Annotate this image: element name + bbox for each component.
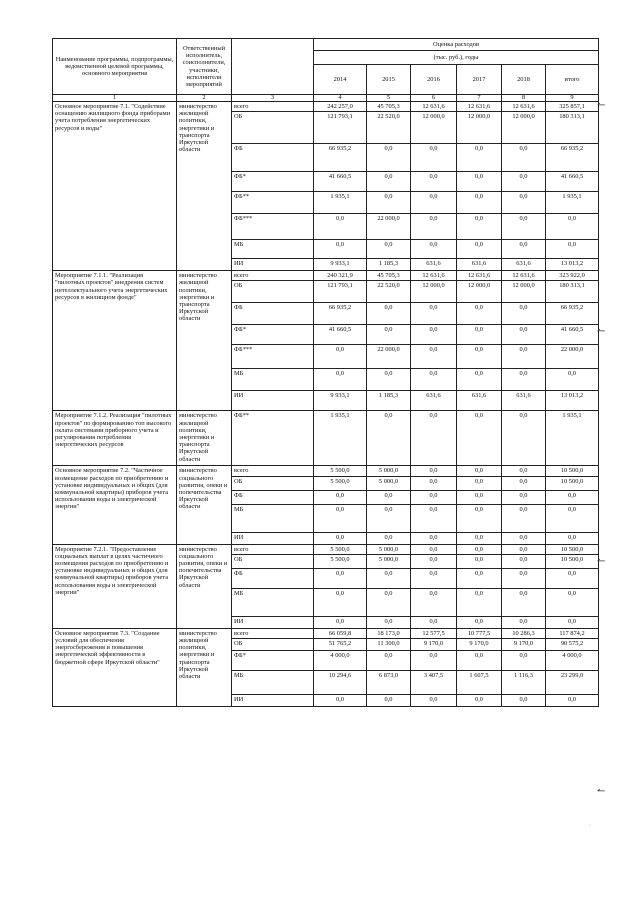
year-value: 0,0 xyxy=(502,554,546,568)
header-year: 2016 xyxy=(411,65,457,95)
funding-source: ИИ xyxy=(232,391,314,411)
year-value: 5 500,0 xyxy=(314,476,367,490)
year-value: 12 000,0 xyxy=(411,281,457,303)
year-value: 18 173,0 xyxy=(367,628,411,638)
funding-source: ФБ* xyxy=(232,172,314,192)
funding-source: ФБ* xyxy=(232,651,314,671)
year-value: 121 793,1 xyxy=(314,112,367,144)
year-value: 0,0 xyxy=(457,240,502,259)
year-value: 0,0 xyxy=(314,588,367,616)
header-source xyxy=(232,39,314,95)
total-value: 0,0 xyxy=(546,504,599,532)
year-value: 0,0 xyxy=(502,695,546,707)
margin-dot: · xyxy=(589,823,591,829)
year-value: 5 000,0 xyxy=(367,544,411,554)
total-value: 323 922,0 xyxy=(546,271,599,281)
year-value: 1 607,5 xyxy=(457,671,502,695)
year-value: 0,0 xyxy=(502,651,546,671)
year-value: 1 185,3 xyxy=(367,391,411,411)
year-value: 12 631,6 xyxy=(411,271,457,281)
year-value: 0,0 xyxy=(367,369,411,391)
year-value: 631,6 xyxy=(411,259,457,271)
year-value: 0,0 xyxy=(367,172,411,192)
year-value: 66 935,2 xyxy=(314,144,367,172)
year-value: 10 777,5 xyxy=(457,628,502,638)
funding-source: ФБ*** xyxy=(232,214,314,240)
measure-name: Основное мероприятие 7.2. "Частичное возмещение расходов по приобретению и установке индивидуальных и общих (для коммунальной квартиры) приборов учета использования воды и электрической энергии" xyxy=(53,466,177,544)
year-value: 0,0 xyxy=(367,588,411,616)
year-value: 0,0 xyxy=(502,369,546,391)
funding-source: ОБ xyxy=(232,554,314,568)
year-value: 0,0 xyxy=(502,172,546,192)
total-value: 13 013,2 xyxy=(546,259,599,271)
year-value: 41 660,5 xyxy=(314,325,367,345)
year-value: 0,0 xyxy=(367,144,411,172)
year-value: 12 000,0 xyxy=(411,112,457,144)
table-row xyxy=(53,271,599,281)
total-value: 13 013,2 xyxy=(546,391,599,411)
funding-source: ФБ xyxy=(232,303,314,325)
year-value: 5 500,0 xyxy=(314,466,367,476)
margin-mark: ↼ xyxy=(597,556,606,567)
year-value: 0,0 xyxy=(457,303,502,325)
total-value: 0,0 xyxy=(546,214,599,240)
column-index: 6 xyxy=(411,95,457,102)
year-value: 0,0 xyxy=(457,466,502,476)
funding-source: ФБ** xyxy=(232,192,314,214)
year-value: 0,0 xyxy=(411,172,457,192)
measure-name: Основное мероприятие 7.1. "Содействие оснащению жилищного фонда приборами учета потребления энергетических ресурсов и воды" xyxy=(53,102,177,271)
total-value: 0,0 xyxy=(546,588,599,616)
year-value: 0,0 xyxy=(411,144,457,172)
year-value: 0,0 xyxy=(457,568,502,588)
funding-source: ФБ* xyxy=(232,325,314,345)
year-value: 0,0 xyxy=(457,544,502,554)
total-value: 0,0 xyxy=(546,616,599,628)
header-units: (тыс. руб.), годы xyxy=(314,51,599,65)
total-value: 22 000,0 xyxy=(546,345,599,369)
executor: министерство жилищной политики, энергетики и транспорта Иркутской области xyxy=(177,102,232,271)
year-value: 0,0 xyxy=(502,214,546,240)
measure-name: Мероприятие 7.2.1. "Предоставление социальных выплат в целях частичного возмещения расходов по приобретению и установке индивидуальных и общих (для коммунальной квартиры) приборов учета использования воды и электрической энергии" xyxy=(53,544,177,628)
total-value: 0,0 xyxy=(546,369,599,391)
year-value: 12 000,0 xyxy=(502,281,546,303)
year-value: 0,0 xyxy=(314,369,367,391)
total-value: 180 313,1 xyxy=(546,112,599,144)
year-value: 0,0 xyxy=(367,695,411,707)
year-value: 0,0 xyxy=(367,532,411,544)
year-value: 0,0 xyxy=(411,192,457,214)
year-value: 0,0 xyxy=(502,588,546,616)
total-value: 0,0 xyxy=(546,568,599,588)
year-value: 0,0 xyxy=(502,504,546,532)
total-value: 0,0 xyxy=(546,490,599,504)
funding-source: всего xyxy=(232,102,314,112)
year-value: 0,0 xyxy=(502,466,546,476)
year-value: 41 660,5 xyxy=(314,172,367,192)
year-value: 45 705,3 xyxy=(367,102,411,112)
funding-source: МБ xyxy=(232,369,314,391)
year-value: 12 631,6 xyxy=(457,102,502,112)
funding-source: ФБ xyxy=(232,568,314,588)
year-value: 0,0 xyxy=(502,568,546,588)
funding-source: всего xyxy=(232,628,314,638)
year-value: 0,0 xyxy=(457,144,502,172)
executor: министерство жилищной политики, энергетики и транспорта Иркутской области xyxy=(177,271,232,411)
funding-source: всего xyxy=(232,466,314,476)
year-value: 0,0 xyxy=(411,568,457,588)
column-index: 2 xyxy=(177,95,232,102)
year-value: 5 000,0 xyxy=(367,554,411,568)
year-value: 12 631,6 xyxy=(457,271,502,281)
year-value: 0,0 xyxy=(502,476,546,490)
year-value: 12 631,6 xyxy=(502,271,546,281)
year-value: 631,6 xyxy=(457,259,502,271)
funding-source: ОБ xyxy=(232,112,314,144)
year-value: 0,0 xyxy=(411,466,457,476)
header-year: 2015 xyxy=(367,65,411,95)
year-value: 0,0 xyxy=(457,504,502,532)
total-value: 90 575,2 xyxy=(546,639,599,651)
year-value: 0,0 xyxy=(411,532,457,544)
header-estimate: Оценка расходов xyxy=(314,39,599,51)
year-value: 0,0 xyxy=(411,345,457,369)
column-index: 8 xyxy=(502,95,546,102)
year-value: 0,0 xyxy=(411,588,457,616)
year-value: 240 321,9 xyxy=(314,271,367,281)
total-value: 66 935,2 xyxy=(546,144,599,172)
year-value: 3 407,5 xyxy=(411,671,457,695)
total-value: 4 000,0 xyxy=(546,651,599,671)
column-index: 3 xyxy=(232,95,314,102)
total-value: 1 935,1 xyxy=(546,411,599,466)
executor: министерство социального развития, опеки и попечительства Иркутской области xyxy=(177,544,232,628)
year-value: 0,0 xyxy=(367,192,411,214)
margin-mark: ↼ xyxy=(597,786,606,797)
year-value: 0,0 xyxy=(411,303,457,325)
year-value: 0,0 xyxy=(411,476,457,490)
table-row xyxy=(53,466,599,476)
year-value: 0,0 xyxy=(457,616,502,628)
year-value: 0,0 xyxy=(367,411,411,466)
year-value: 0,0 xyxy=(314,490,367,504)
funding-source: ИИ xyxy=(232,616,314,628)
year-value: 0,0 xyxy=(457,172,502,192)
funding-source: ИИ xyxy=(232,259,314,271)
year-value: 0,0 xyxy=(502,532,546,544)
year-value: 0,0 xyxy=(411,504,457,532)
year-value: 0,0 xyxy=(411,544,457,554)
funding-source: МБ xyxy=(232,504,314,532)
year-value: 0,0 xyxy=(457,325,502,345)
total-value: 10 500,0 xyxy=(546,476,599,490)
year-value: 0,0 xyxy=(502,411,546,466)
year-value: 66 059,8 xyxy=(314,628,367,638)
total-value: 1 935,1 xyxy=(546,192,599,214)
year-value: 9 170,0 xyxy=(411,639,457,651)
funding-source: всего xyxy=(232,271,314,281)
table-row xyxy=(53,102,599,112)
funding-source: ОБ xyxy=(232,639,314,651)
year-value: 0,0 xyxy=(457,369,502,391)
funding-source: ИИ xyxy=(232,695,314,707)
year-value: 51 765,2 xyxy=(314,639,367,651)
year-value: 12 000,0 xyxy=(502,112,546,144)
year-value: 12 631,6 xyxy=(411,102,457,112)
total-value: 117 874,2 xyxy=(546,628,599,638)
year-value: 0,0 xyxy=(314,345,367,369)
year-value: 0,0 xyxy=(411,554,457,568)
year-value: 0,0 xyxy=(314,504,367,532)
year-value: 0,0 xyxy=(367,651,411,671)
year-value: 0,0 xyxy=(457,490,502,504)
total-value: 41 660,5 xyxy=(546,325,599,345)
total-value: 0,0 xyxy=(546,695,599,707)
year-value: 0,0 xyxy=(502,144,546,172)
year-value: 9 170,0 xyxy=(502,639,546,651)
year-value: 0,0 xyxy=(457,476,502,490)
year-value: 6 873,0 xyxy=(367,671,411,695)
year-value: 0,0 xyxy=(502,192,546,214)
header-total: итого xyxy=(546,65,599,95)
year-value: 5 500,0 xyxy=(314,544,367,554)
year-value: 0,0 xyxy=(367,303,411,325)
year-value: 9 170,0 xyxy=(457,639,502,651)
year-value: 0,0 xyxy=(367,616,411,628)
table-body xyxy=(53,102,599,707)
year-value: 0,0 xyxy=(411,651,457,671)
year-value: 0,0 xyxy=(367,568,411,588)
total-value: 10 500,0 xyxy=(546,466,599,476)
year-value: 22 000,0 xyxy=(367,214,411,240)
table-row xyxy=(53,411,599,466)
margin-mark: ↼ xyxy=(597,326,606,337)
expenditure-table xyxy=(52,38,599,707)
year-value: 10 286,3 xyxy=(502,628,546,638)
year-value: 0,0 xyxy=(502,325,546,345)
total-value: 66 935,2 xyxy=(546,303,599,325)
year-value: 11 300,0 xyxy=(367,639,411,651)
funding-source: МБ xyxy=(232,240,314,259)
measure-name: Основное мероприятие 7.3. "Создание условий для обеспечения энергосбережения и повышения энергетической эффективности в бюджетной сфере Иркутской области" xyxy=(53,628,177,706)
funding-source: ФБ xyxy=(232,490,314,504)
total-value: 10 500,0 xyxy=(546,544,599,554)
year-value: 0,0 xyxy=(457,192,502,214)
year-value: 1 185,3 xyxy=(367,259,411,271)
funding-source: ОБ xyxy=(232,281,314,303)
header-year: 2018 xyxy=(502,65,546,95)
executor: министерство жилищной политики, энергетики и транспорта Иркутской области xyxy=(177,628,232,706)
year-value: 1 935,1 xyxy=(314,192,367,214)
year-value: 242 257,0 xyxy=(314,102,367,112)
total-value: 41 660,5 xyxy=(546,172,599,192)
year-value: 0,0 xyxy=(457,695,502,707)
total-value: 23 299,0 xyxy=(546,671,599,695)
year-value: 0,0 xyxy=(411,616,457,628)
year-value: 0,0 xyxy=(502,490,546,504)
year-value: 0,0 xyxy=(367,325,411,345)
year-value: 0,0 xyxy=(502,616,546,628)
funding-source: ФБ xyxy=(232,144,314,172)
year-value: 12 000,0 xyxy=(457,281,502,303)
year-value: 12 577,5 xyxy=(411,628,457,638)
year-value: 0,0 xyxy=(502,303,546,325)
year-value: 22 520,0 xyxy=(367,281,411,303)
year-value: 0,0 xyxy=(411,325,457,345)
year-value: 631,6 xyxy=(502,259,546,271)
column-index: 9 xyxy=(546,95,599,102)
year-value: 0,0 xyxy=(457,532,502,544)
year-value: 0,0 xyxy=(411,695,457,707)
funding-source: ИИ xyxy=(232,532,314,544)
year-value: 1 116,3 xyxy=(502,671,546,695)
total-value: 325 857,1 xyxy=(546,102,599,112)
year-value: 4 000,0 xyxy=(314,651,367,671)
table-row xyxy=(53,544,599,554)
year-value: 0,0 xyxy=(411,411,457,466)
funding-source: МБ xyxy=(232,588,314,616)
year-value: 631,6 xyxy=(457,391,502,411)
year-value: 631,6 xyxy=(411,391,457,411)
year-value: 0,0 xyxy=(457,554,502,568)
header-program-name: Наименование программы, подпрограммы, ведомственной целевой программы, основного мероприятия xyxy=(53,39,177,95)
column-index: 1 xyxy=(53,95,177,102)
year-value: 45 705,3 xyxy=(367,271,411,281)
year-value: 5 000,0 xyxy=(367,466,411,476)
year-value: 0,0 xyxy=(457,214,502,240)
year-value: 0,0 xyxy=(411,490,457,504)
measure-name: Мероприятие 7.1.2. Реализация "пилотных проектов" по формированию топ высокого оклата системами приборного учета и регулирования потребления энергетических ресурсов xyxy=(53,411,177,466)
year-value: 12 000,0 xyxy=(457,112,502,144)
year-value: 0,0 xyxy=(314,616,367,628)
measure-name: Мероприятие 7.1.1. "Реализация "пилотных проектов" внедрения систем интеллектуального учета энергетических ресурсов в жилищном фонде" xyxy=(53,271,177,411)
year-value: 631,6 xyxy=(502,391,546,411)
funding-source: ФБ*** xyxy=(232,345,314,369)
funding-source: ФБ** xyxy=(232,411,314,466)
year-value: 0,0 xyxy=(457,651,502,671)
column-index: 5 xyxy=(367,95,411,102)
year-value: 0,0 xyxy=(411,369,457,391)
total-value: 0,0 xyxy=(546,532,599,544)
year-value: 0,0 xyxy=(457,345,502,369)
year-value: 0,0 xyxy=(314,532,367,544)
funding-source: ОБ xyxy=(232,476,314,490)
executor: министерство жилищной политики, энергетики и транспорта Иркутской области xyxy=(177,411,232,466)
year-value: 10 294,6 xyxy=(314,671,367,695)
year-value: 1 935,1 xyxy=(314,411,367,466)
year-value: 9 933,1 xyxy=(314,391,367,411)
year-value: 0,0 xyxy=(502,240,546,259)
funding-source: всего xyxy=(232,544,314,554)
year-value: 0,0 xyxy=(411,240,457,259)
year-value: 9 933,1 xyxy=(314,259,367,271)
table-row xyxy=(53,628,599,638)
year-value: 5 500,0 xyxy=(314,554,367,568)
header-responsible: Ответственный исполнитель, соисполнители, участники, исполнители мероприятий xyxy=(177,39,232,95)
year-value: 0,0 xyxy=(457,588,502,616)
year-value: 22 520,0 xyxy=(367,112,411,144)
year-value: 0,0 xyxy=(502,345,546,369)
margin-mark: ↼ xyxy=(597,100,606,111)
year-value: 0,0 xyxy=(367,504,411,532)
total-value: 10 500,0 xyxy=(546,554,599,568)
year-value: 0,0 xyxy=(502,544,546,554)
header-year: 2017 xyxy=(457,65,502,95)
year-value: 0,0 xyxy=(314,240,367,259)
year-value: 5 000,0 xyxy=(367,476,411,490)
executor: министерство социального развития, опеки и попечительства Иркутской области xyxy=(177,466,232,544)
funding-source: МБ xyxy=(232,671,314,695)
year-value: 0,0 xyxy=(314,214,367,240)
year-value: 0,0 xyxy=(411,214,457,240)
year-value: 0,0 xyxy=(367,240,411,259)
header-year: 2014 xyxy=(314,65,367,95)
year-value: 12 631,6 xyxy=(502,102,546,112)
column-index: 7 xyxy=(457,95,502,102)
total-value: 180 313,1 xyxy=(546,281,599,303)
column-index: 4 xyxy=(314,95,367,102)
year-value: 121 793,1 xyxy=(314,281,367,303)
year-value: 0,0 xyxy=(314,568,367,588)
year-value: 0,0 xyxy=(457,411,502,466)
total-value: 0,0 xyxy=(546,240,599,259)
year-value: 0,0 xyxy=(367,490,411,504)
year-value: 22 000,0 xyxy=(367,345,411,369)
year-value: 66 935,2 xyxy=(314,303,367,325)
year-value: 0,0 xyxy=(314,695,367,707)
